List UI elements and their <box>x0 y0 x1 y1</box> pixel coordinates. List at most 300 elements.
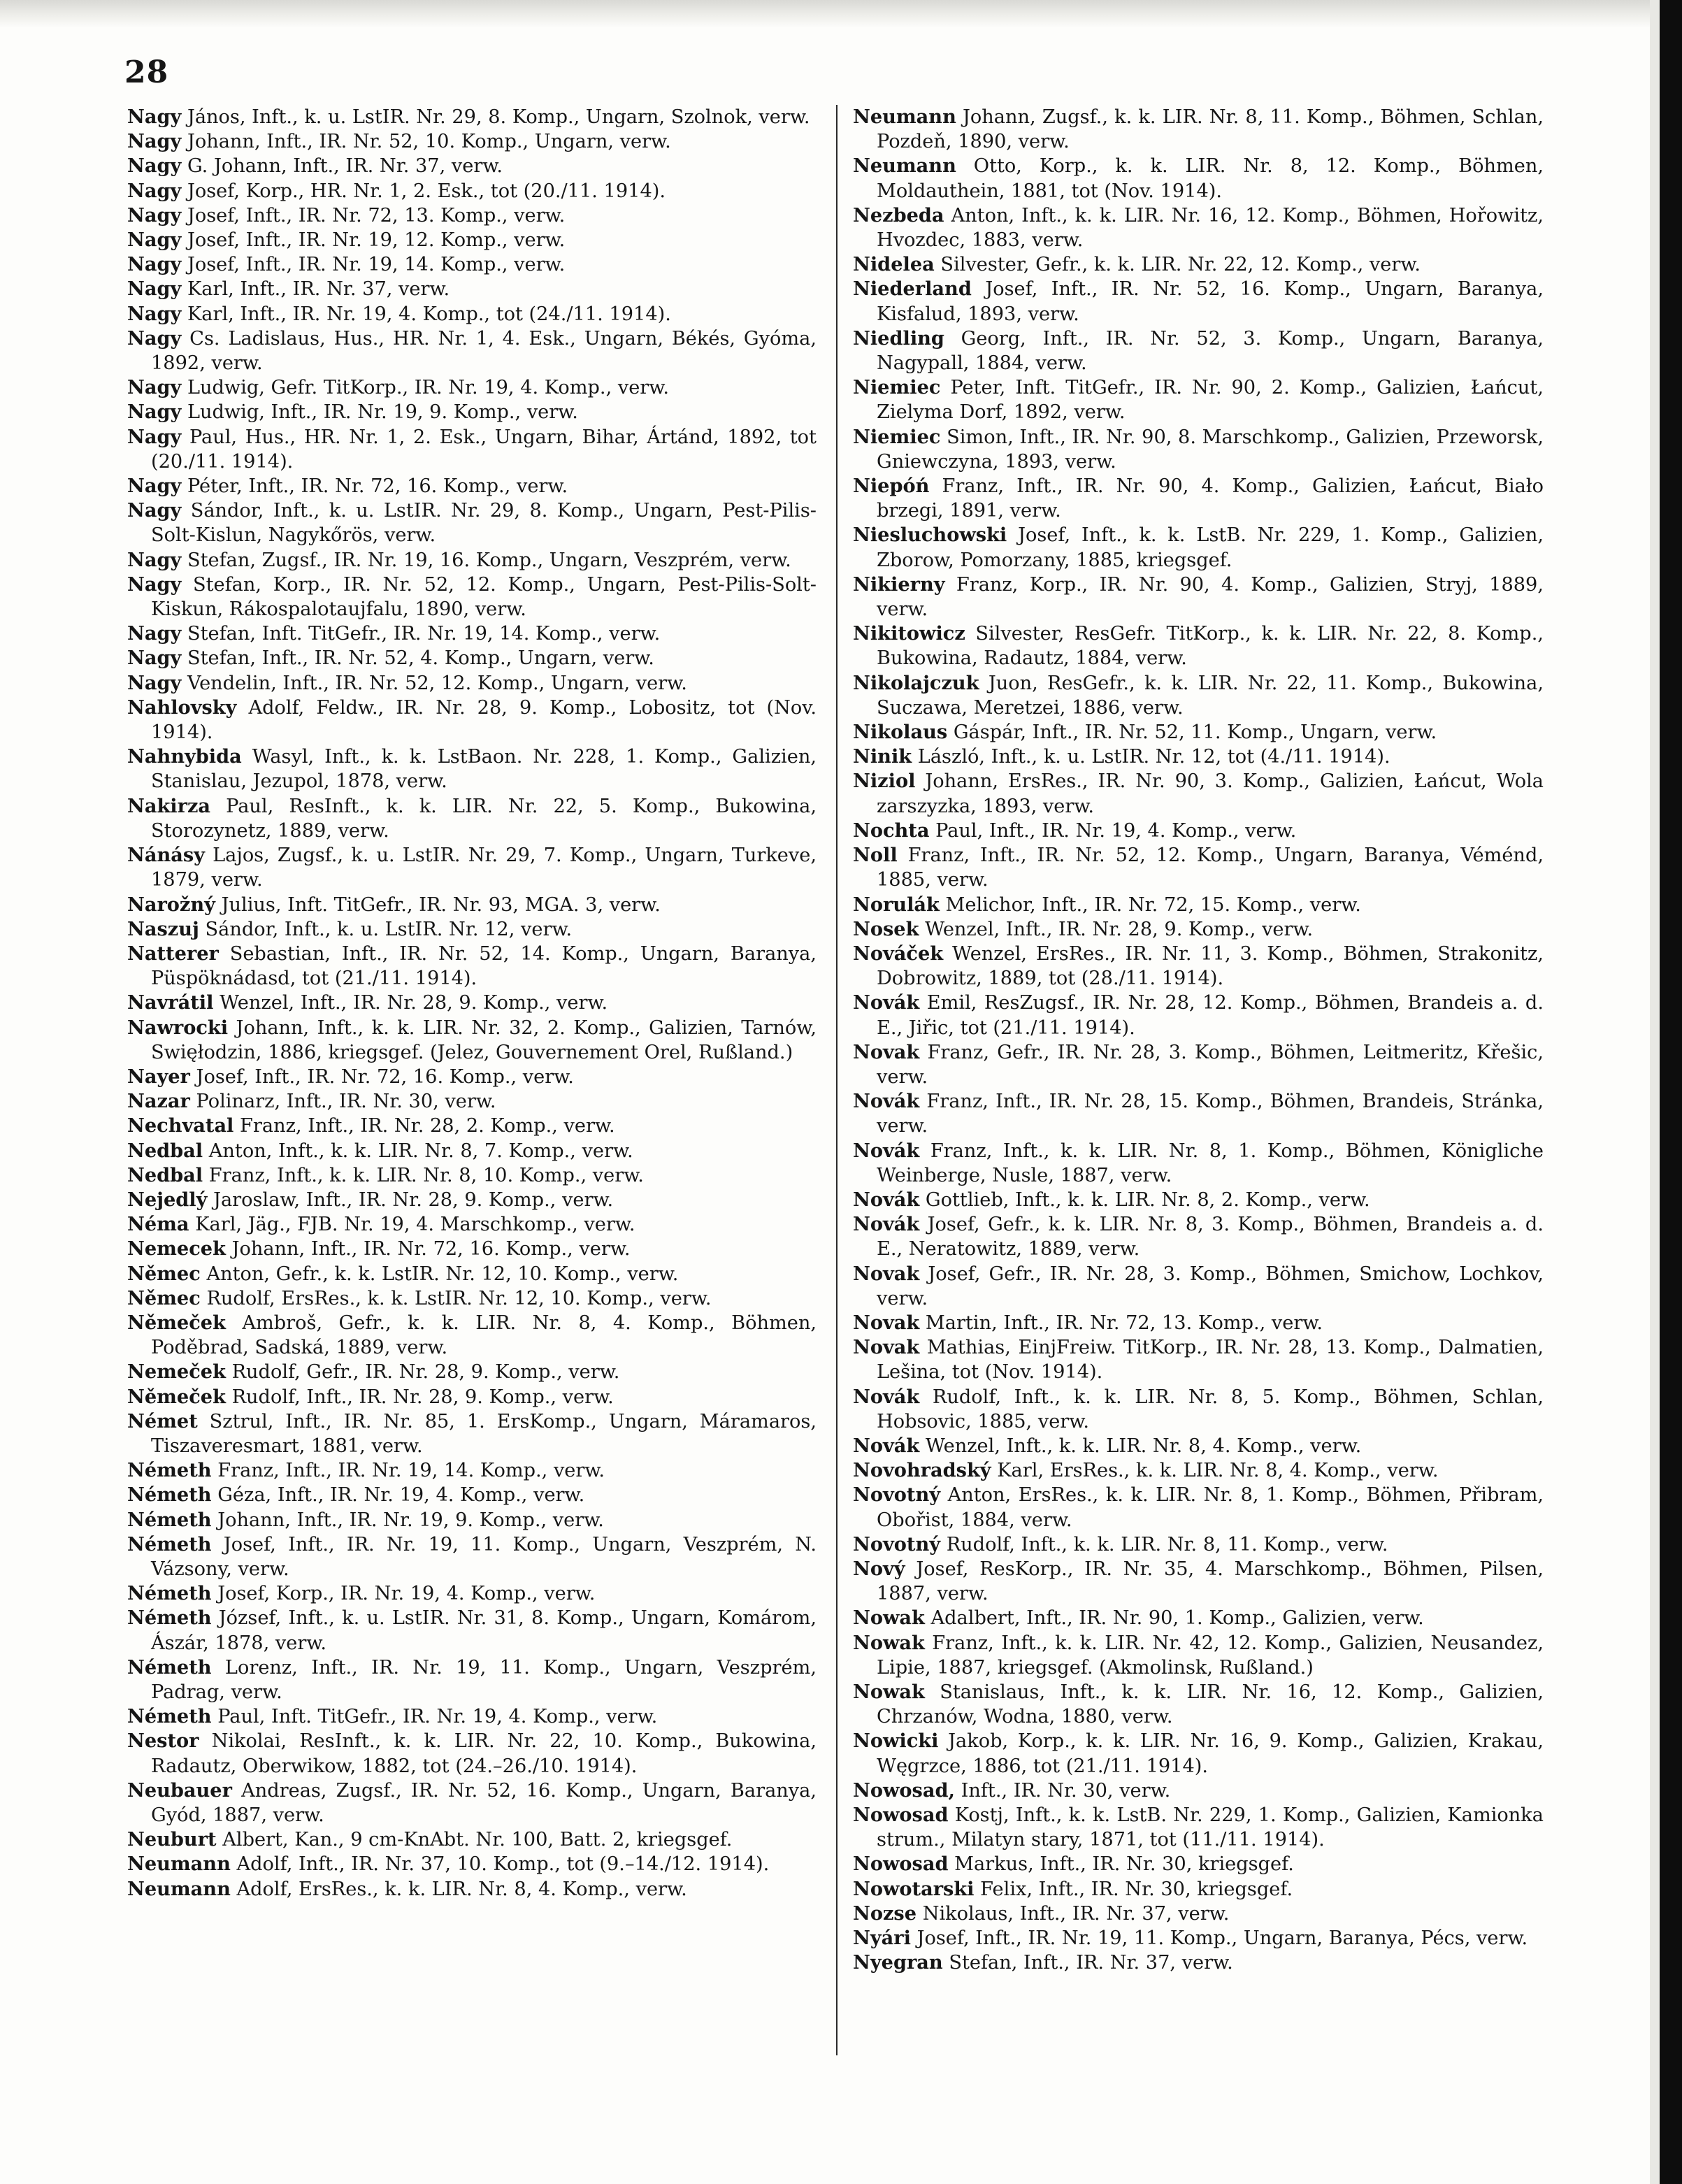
entry-surname: Nagy <box>127 155 182 178</box>
entry-surname: Neuburt <box>127 1828 217 1851</box>
entry-details: Josef, Inft., IR. Nr. 52, 16. Komp., Ungarn, Baranya, Kisfalud, 1893, verw. <box>877 278 1544 325</box>
entry-details: Karl, Inft., IR. Nr. 37, verw. <box>187 278 450 301</box>
entry-details: Johann, Inft., k. k. LIR. Nr. 32, 2. Komp., Galizien, Tarnów, Swięłodzin, 1886, kriegsgef. (Jelez, Gouvernement Orel, Rußland.) <box>151 1016 817 1063</box>
entry-details: Karl, ErsRes., k. k. LIR. Nr. 8, 4. Komp., verw. <box>997 1460 1439 1482</box>
list-entry <box>127 573 817 622</box>
entry-surname: Novák <box>853 1188 920 1211</box>
entry-details: Josef, Inft., IR. Nr. 19, 11. Komp., Ungarn, Veszprém, N. Vázsony, verw. <box>151 1533 817 1580</box>
entry-surname: Német <box>127 1409 198 1432</box>
entry-surname: Novak <box>853 1040 920 1063</box>
entry-details: Nikolai, ResInft., k. k. LIR. Nr. 22, 10. Komp., Bukowina, Radautz, Oberwikow, 1882, tot (24.–26./10. 1914). <box>151 1730 817 1777</box>
list-entry <box>853 1803 1544 1852</box>
list-entry <box>127 1385 817 1409</box>
entry-details: Andreas, Zugsf., IR. Nr. 52, 16. Komp., Ungarn, Baranya, Gyód, 1887, verw. <box>151 1779 817 1827</box>
entry-surname: Nowotarski <box>853 1877 975 1900</box>
entry-details: Adolf, Inft., IR. Nr. 37, 10. Komp., tot (9.–14./12. 1914). <box>236 1853 770 1876</box>
entry-details: Josef, Inft., IR. Nr. 72, 13. Komp., verw. <box>187 204 566 227</box>
scan-top-shadow <box>0 0 1682 28</box>
scan-right-edge <box>1660 0 1682 2184</box>
entry-surname: Nyegran <box>853 1951 943 1974</box>
list-entry <box>127 400 817 424</box>
entry-surname: Němeček <box>127 1385 226 1408</box>
list-entry <box>853 1631 1544 1680</box>
entry-details: Wenzel, Inft., IR. Nr. 28, 9. Komp., verw. <box>925 918 1314 940</box>
list-entry <box>853 154 1544 203</box>
entry-surname: Nedbal <box>127 1139 203 1162</box>
entry-surname: Németh <box>127 1508 212 1531</box>
entry-surname: Németh <box>127 1607 212 1630</box>
entry-details: Jaroslaw, Inft., IR. Nr. 28, 9. Komp., verw. <box>213 1188 614 1211</box>
list-entry <box>127 1188 817 1212</box>
entry-details: Karl, Jäg., FJB. Nr. 19, 4. Marschkomp., verw. <box>195 1214 635 1236</box>
list-entry <box>127 302 817 326</box>
entry-details: Josef, Korp., IR. Nr. 19, 4. Komp., verw. <box>217 1583 596 1605</box>
list-entry <box>127 1606 817 1655</box>
entry-details: Anton, Inft., k. k. LIR. Nr. 8, 7. Komp., verw. <box>208 1140 633 1162</box>
entry-details: Paul, Inft. TitGefr., IR. Nr. 19, 4. Komp., verw. <box>217 1706 658 1728</box>
entry-surname: Novak <box>853 1311 920 1334</box>
entry-surname: Németh <box>127 1459 212 1482</box>
entry-surname: Nagy <box>127 401 182 424</box>
list-entry <box>853 375 1544 424</box>
entry-surname: Nagy <box>127 302 182 325</box>
list-entry <box>853 622 1544 670</box>
entry-details: Lorenz, Inft., IR. Nr. 19, 11. Komp., Ungarn, Veszprém, Padrag, verw. <box>151 1656 817 1703</box>
list-entry <box>127 794 817 843</box>
list-entry <box>853 1729 1544 1778</box>
entry-surname: Nowak <box>853 1607 925 1630</box>
entry-surname: Neubauer <box>127 1779 232 1802</box>
entry-surname: Novák <box>853 1213 920 1236</box>
entry-details: Rudolf, Inft., IR. Nr. 28, 9. Komp., verw. <box>231 1386 614 1408</box>
list-entry <box>853 819 1544 843</box>
list-entry <box>127 203 817 228</box>
list-entry <box>127 228 817 252</box>
list-entry <box>127 1458 817 1483</box>
entry-details: Paul, ResInft., k. k. LIR. Nr. 22, 5. Komp., Bukowina, Storozynetz, 1889, verw. <box>151 795 817 842</box>
entry-surname: Nowak <box>853 1681 925 1703</box>
entry-details: Paul, Hus., HR. Nr. 1, 2. Esk., Ungarn, Bihar, Ártánd, 1892, tot (20./11. 1914). <box>151 426 817 473</box>
entry-details: Jakob, Korp., k. k. LIR. Nr. 16, 9. Komp., Galizien, Krakau, Węgrzce, 1886, tot (21./11. 1914). <box>877 1730 1544 1777</box>
entry-surname: Nagy <box>127 548 182 571</box>
entry-details: Stanislaus, Inft., k. k. LIR. Nr. 16, 12. Komp., Galizien, Chrzanów, Wodna, 1880, verw. <box>877 1681 1544 1728</box>
list-entry <box>853 326 1544 375</box>
list-entry <box>127 1827 817 1852</box>
list-entry <box>853 1557 1544 1606</box>
list-entry <box>127 745 817 793</box>
entry-details: Johann, ErsRes., IR. Nr. 90, 3. Komp., Galizien, Łańcut, Wola zarszyzka, 1893, verw. <box>877 770 1544 817</box>
entry-details: Lajos, Zugsf., k. u. LstIR. Nr. 29, 7. Komp., Ungarn, Turkeve, 1879, verw. <box>151 845 817 891</box>
list-entry <box>127 1581 817 1606</box>
entry-details: Inft., IR. Nr. 30, verw. <box>961 1779 1171 1802</box>
entry-surname: Nahnybida <box>127 745 242 768</box>
entry-surname: Nozse <box>853 1902 917 1925</box>
entry-surname: Nikolajczuk <box>853 671 979 694</box>
list-entry <box>127 1532 817 1581</box>
entry-details: Adalbert, Inft., IR. Nr. 90, 1. Komp., Galizien, verw. <box>930 1607 1424 1630</box>
entry-details: Adolf, ErsRes., k. k. LIR. Nr. 8, 4. Komp., verw. <box>236 1878 687 1900</box>
entry-details: Franz, Inft., IR. Nr. 19, 14. Komp., verw. <box>217 1460 605 1482</box>
entry-surname: Németh <box>127 1582 212 1605</box>
entry-surname: Niesluchowski <box>853 524 1007 547</box>
entry-details: Ludwig, Gefr. TitKorp., IR. Nr. 19, 4. Komp., verw. <box>187 377 669 399</box>
entry-details: Rudolf, Inft., k. k. LIR. Nr. 8, 5. Komp., Böhmen, Schlan, Hobsovic, 1885, verw. <box>877 1386 1544 1432</box>
entry-surname: Nagy <box>127 573 182 596</box>
entry-details: Anton, ErsRes., k. k. LIR. Nr. 8, 1. Komp., Böhmen, Přibram, Obořist, 1884, verw. <box>877 1484 1544 1531</box>
list-entry <box>127 1655 817 1704</box>
list-entry <box>127 474 817 498</box>
entry-details: József, Inft., k. u. LstIR. Nr. 31, 8. Komp., Ungarn, Komárom, Ászár, 1878, verw. <box>151 1607 817 1654</box>
entry-surname: Natterer <box>127 942 219 965</box>
entry-details: Rudolf, Inft., k. k. LIR. Nr. 8, 11. Komp., verw. <box>946 1533 1388 1556</box>
entry-details: Sztrul, Inft., IR. Nr. 85, 1. ErsKomp., Ungarn, Máramaros, Tiszaveresmart, 1881, verw. <box>151 1410 817 1457</box>
list-entry <box>853 1262 1544 1311</box>
list-entry <box>127 375 817 400</box>
entry-details: Mathias, EinjFreiw. TitKorp., IR. Nr. 28, 13. Komp., Dalmatien, Lešina, tot (Nov. 1914). <box>877 1337 1544 1384</box>
list-entry <box>127 696 817 745</box>
entry-details: Emil, ResZugsf., IR. Nr. 28, 12. Komp., Böhmen, Brandeis a. d. E., Jiřic, tot (21./11. 1914). <box>877 992 1544 1039</box>
entry-details: Franz, Inft., IR. Nr. 28, 2. Komp., verw. <box>240 1115 615 1137</box>
entry-details: Otto, Korp., k. k. LIR. Nr. 8, 12. Komp., Böhmen, Moldauthein, 1881, tot (Nov. 1914). <box>877 155 1544 202</box>
entry-surname: Nedbal <box>127 1163 203 1186</box>
entry-surname: Narožný <box>127 893 215 916</box>
list-entry <box>127 326 817 375</box>
list-entry <box>853 1680 1544 1729</box>
entry-details: Albert, Kan., 9 cm-KnAbt. Nr. 100, Batt. 2, kriegsgef. <box>222 1829 733 1851</box>
entry-details: Johann, Zugsf., k. k. LIR. Nr. 8, 11. Komp., Böhmen, Schlan, Pozdeň, 1890, verw. <box>877 106 1544 153</box>
entry-surname: Nagy <box>127 229 182 252</box>
entry-details: Stefan, Inft., IR. Nr. 52, 4. Komp., Ungarn, verw. <box>187 647 654 670</box>
entry-details: Georg, Inft., IR. Nr. 52, 3. Komp., Ungarn, Baranya, Nagypall, 1884, verw. <box>877 327 1544 375</box>
list-entry <box>853 1950 1544 1975</box>
entry-surname: Nagy <box>127 326 182 350</box>
entry-surname: Nowosad <box>853 1853 949 1876</box>
entry-surname: Nemecek <box>127 1237 226 1260</box>
entry-details: Peter, Inft. TitGefr., IR. Nr. 90, 2. Komp., Galizien, Łańcut, Zielyma Dorf, 1892, verw. <box>877 377 1544 424</box>
column-divider <box>836 105 838 2055</box>
entry-details: Ambroš, Gefr., k. k. LIR. Nr. 8, 4. Komp., Böhmen, Poděbrad, Sadská, 1889, verw. <box>151 1312 817 1359</box>
entry-details: Adolf, Feldw., IR. Nr. 28, 9. Komp., Lobositz, tot (Nov. 1914). <box>151 696 817 744</box>
entry-surname: Novohradský <box>853 1459 991 1482</box>
entry-details: Stefan, Zugsf., IR. Nr. 19, 16. Komp., Ungarn, Veszprém, verw. <box>187 549 791 571</box>
entry-details: Rudolf, Gefr., IR. Nr. 28, 9. Komp., verw. <box>231 1361 620 1384</box>
list-entry <box>127 1704 817 1729</box>
entry-details: Josef, ResKorp., IR. Nr. 35, 4. Marschkomp., Böhmen, Pilsen, 1887, verw. <box>877 1558 1544 1605</box>
list-entry <box>127 646 817 670</box>
entry-surname: Novák <box>853 1385 920 1408</box>
list-entry <box>853 203 1544 252</box>
entry-details: Franz, Korp., IR. Nr. 90, 4. Komp., Galizien, Stryj, 1889, verw. <box>877 573 1544 621</box>
entry-details: Johann, Inft., IR. Nr. 52, 10. Komp., Ungarn, verw. <box>187 131 671 153</box>
list-entry <box>853 1902 1544 1926</box>
entry-surname: Novotný <box>853 1532 941 1556</box>
list-entry <box>853 105 1544 154</box>
list-entry <box>127 498 817 547</box>
list-entry <box>853 1877 1544 1902</box>
list-entry <box>127 1114 817 1138</box>
entry-surname: Nagy <box>127 622 182 645</box>
list-entry <box>853 1458 1544 1483</box>
list-entry <box>853 942 1544 991</box>
entry-surname: Nemeček <box>127 1360 226 1384</box>
entry-surname: Nosek <box>853 917 919 940</box>
list-entry <box>853 1852 1544 1876</box>
entry-details: Josef, Inft., IR. Nr. 19, 12. Komp., verw. <box>187 229 566 252</box>
entry-details: Anton, Inft., k. k. LIR. Nr. 16, 12. Komp., Böhmen, Hořowitz, Hvozdec, 1883, verw. <box>877 204 1544 252</box>
entry-details: Johann, Inft., IR. Nr. 19, 9. Komp., verw. <box>217 1509 604 1531</box>
entry-details: Paul, Inft., IR. Nr. 19, 4. Komp., verw. <box>935 819 1297 842</box>
entry-details: Johann, Inft., IR. Nr. 72, 16. Komp., verw. <box>231 1238 631 1260</box>
entry-details: Silvester, ResGefr. TitKorp., k. k. LIR. Nr. 22, 8. Komp., Bukowina, Radautz, 1884, verw. <box>877 623 1544 670</box>
list-entry <box>853 991 1544 1040</box>
entry-details: Péter, Inft., IR. Nr. 72, 16. Komp., verw. <box>187 475 568 498</box>
list-entry <box>127 1065 817 1089</box>
entry-details: Josef, Inft., IR. Nr. 19, 14. Komp., verw. <box>187 254 566 276</box>
list-entry <box>853 769 1544 818</box>
list-entry <box>127 622 817 646</box>
list-entry <box>127 1729 817 1778</box>
entry-surname: Neumann <box>127 1853 231 1876</box>
entry-surname: Nezbeda <box>853 203 944 227</box>
entry-details: Wenzel, Inft., IR. Nr. 28, 9. Komp., verw. <box>220 992 608 1014</box>
entry-surname: Nakirza <box>127 794 211 817</box>
list-entry <box>853 1188 1544 1212</box>
entry-details: Stefan, Inft., IR. Nr. 37, verw. <box>949 1952 1233 1974</box>
entry-surname: Nayer <box>127 1065 190 1088</box>
list-entry <box>127 843 817 892</box>
entry-surname: Néma <box>127 1213 189 1236</box>
entry-details: Felix, Inft., IR. Nr. 30, kriegsgef. <box>980 1878 1293 1900</box>
entry-details: Martin, Inft., IR. Nr. 72, 13. Komp., verw. <box>925 1312 1323 1334</box>
entry-details: Sebastian, Inft., IR. Nr. 52, 14. Komp., Ungarn, Baranya, Püspöknádasd, tot (21./11. 1914). <box>151 942 817 990</box>
entry-details: Vendelin, Inft., IR. Nr. 52, 12. Komp., Ungarn, verw. <box>187 672 687 694</box>
entry-surname: Naszuj <box>127 917 199 940</box>
entry-details: Nikolaus, Inft., IR. Nr. 37, verw. <box>922 1902 1230 1925</box>
entry-details: Franz, Inft., k. k. LIR. Nr. 8, 10. Komp., verw. <box>208 1164 644 1186</box>
entry-surname: Norulák <box>853 893 940 916</box>
entry-surname: Niemiec <box>853 425 941 448</box>
entry-details: Rudolf, ErsRes., k. k. LstIR. Nr. 12, 10. Komp., verw. <box>206 1287 712 1309</box>
entry-surname: Němeček <box>127 1311 226 1334</box>
entry-details: G. Johann, Inft., IR. Nr. 37, verw. <box>187 155 503 178</box>
list-entry <box>853 425 1544 474</box>
entry-details: Juon, ResGefr., k. k. LIR. Nr. 22, 11. Komp., Bukowina, Suczawa, Meretzei, 1886, verw. <box>877 672 1544 719</box>
entry-surname: Németh <box>127 1705 212 1728</box>
entry-details: Karl, Inft., IR. Nr. 19, 4. Komp., tot (24./11. 1914). <box>187 303 671 325</box>
list-entry <box>127 1016 817 1065</box>
entry-surname: Novák <box>853 1139 920 1162</box>
entry-details: Polinarz, Inft., IR. Nr. 30, verw. <box>196 1091 496 1113</box>
entry-surname: Nestor <box>127 1730 199 1753</box>
list-entry <box>853 1089 1544 1138</box>
entry-details: Silvester, Gefr., k. k. LIR. Nr. 22, 12. Komp., verw. <box>940 254 1421 276</box>
list-entry <box>127 252 817 277</box>
entry-surname: Nikolaus <box>853 721 948 744</box>
entry-details: Josef, Gefr., k. k. LIR. Nr. 8, 3. Komp., Böhmen, Brandeis a. d. E., Neratowitz, 1889, verw. <box>877 1214 1544 1260</box>
entry-surname: Novák <box>853 991 920 1014</box>
entry-surname: Novák <box>853 1090 920 1113</box>
entry-surname: Niederland <box>853 278 972 301</box>
entry-surname: Nagy <box>127 253 182 276</box>
entry-surname: Novák <box>853 1434 920 1457</box>
entry-surname: Németh <box>127 1655 212 1679</box>
list-entry <box>853 745 1544 769</box>
list-entry <box>853 843 1544 892</box>
entry-surname: Nowak <box>853 1631 925 1654</box>
entry-surname: Němec <box>127 1286 201 1309</box>
entry-details: Josef, Inft., IR. Nr. 19, 11. Komp., Ungarn, Baranya, Pécs, verw. <box>917 1927 1528 1950</box>
entry-surname: Nový <box>853 1557 905 1580</box>
list-entry <box>127 548 817 573</box>
list-entry <box>127 1508 817 1532</box>
entry-details: Wenzel, Inft., k. k. LIR. Nr. 8, 4. Komp., verw. <box>925 1435 1362 1457</box>
list-entry <box>853 720 1544 745</box>
entry-details: Franz, Gefr., IR. Nr. 28, 3. Komp., Böhmen, Leitmeritz, Křešic, verw. <box>877 1041 1544 1088</box>
list-entry <box>853 252 1544 277</box>
list-entry <box>853 1040 1544 1089</box>
list-entry <box>127 942 817 991</box>
entry-surname: Novotný <box>853 1483 941 1507</box>
list-entry <box>127 1360 817 1384</box>
list-entry <box>127 991 817 1015</box>
list-entry <box>853 1311 1544 1335</box>
list-entry <box>127 1852 817 1876</box>
list-entry <box>127 1089 817 1114</box>
entry-details: Géza, Inft., IR. Nr. 19, 4. Komp., verw. <box>217 1484 585 1507</box>
entry-details: János, Inft., k. u. LstIR. Nr. 29, 8. Komp., Ungarn, Szolnok, verw. <box>187 106 810 128</box>
list-entry <box>853 671 1544 720</box>
entry-surname: Niedling <box>853 326 944 350</box>
list-entry <box>853 277 1544 326</box>
list-entry <box>853 893 1544 917</box>
entry-details: Stefan, Korp., IR. Nr. 52, 12. Komp., Ungarn, Pest-Pilis-Solt-Kiskun, Rákospalotaujfalu, 1890, verw. <box>151 573 817 621</box>
entry-details: Kostj, Inft., k. k. LstB. Nr. 229, 1. Komp., Galizien, Kamionka strum., Milatyn stary, 1871, tot (11./11. 1914). <box>877 1804 1544 1851</box>
list-entry <box>127 917 817 942</box>
list-entry <box>127 1483 817 1507</box>
entry-surname: Nánásy <box>127 844 205 867</box>
entry-details: Josef, Inft., k. k. LstB. Nr. 229, 1. Komp., Galizien, Zborow, Pomorzany, 1885, kriegsgef. <box>877 524 1544 571</box>
entry-surname: Novak <box>853 1262 920 1285</box>
list-entry <box>853 1606 1544 1630</box>
page-number: 28 <box>124 55 169 90</box>
entry-details: Gáspár, Inft., IR. Nr. 52, 11. Komp., Ungarn, verw. <box>953 721 1437 744</box>
list-entry <box>127 1163 817 1188</box>
list-entry <box>853 523 1544 572</box>
list-entry <box>853 1139 1544 1188</box>
entry-surname: Nagy <box>127 376 182 399</box>
list-entry <box>853 1335 1544 1384</box>
list-entry <box>127 1212 817 1237</box>
entry-details: Sándor, Inft., k. u. LstIR. Nr. 12, verw. <box>205 918 573 940</box>
list-entry <box>127 105 817 129</box>
list-entry <box>127 1877 817 1902</box>
entry-surname: Nagy <box>127 130 182 153</box>
entry-details: Ludwig, Inft., IR. Nr. 19, 9. Komp., verw. <box>187 401 578 424</box>
entry-details: Markus, Inft., IR. Nr. 30, kriegsgef. <box>954 1853 1294 1876</box>
entry-details: Julius, Inft. TitGefr., IR. Nr. 93, MGA. 3, verw. <box>221 893 661 916</box>
entry-surname: Nagy <box>127 647 182 670</box>
entry-details: Sándor, Inft., k. u. LstIR. Nr. 29, 8. Komp., Ungarn, Pest-Pilis-Solt-Kislun, Nagykőrös, verw. <box>151 500 817 547</box>
list-entry <box>853 1532 1544 1557</box>
list-entry <box>127 1139 817 1163</box>
list-entry <box>127 179 817 203</box>
list-entry <box>127 425 817 474</box>
entry-details: Josef, Inft., IR. Nr. 72, 16. Komp., verw. <box>196 1065 574 1088</box>
entry-surname: Noll <box>853 844 898 867</box>
entry-details: László, Inft., k. u. LstIR. Nr. 12, tot (4./11. 1914). <box>917 746 1390 768</box>
entry-details: Josef, Gefr., IR. Nr. 28, 3. Komp., Böhmen, Smichow, Lochkov, verw. <box>877 1263 1544 1309</box>
entry-details: Simon, Inft., IR. Nr. 90, 8. Marschkomp., Galizien, Przeworsk, Gniewczyna, 1893, verw. <box>877 426 1544 473</box>
list-entry <box>127 1262 817 1286</box>
list-entry <box>127 1286 817 1311</box>
entry-surname: Němec <box>127 1262 201 1285</box>
entry-surname: Németh <box>127 1483 212 1507</box>
list-entry <box>853 573 1544 622</box>
entry-surname: Nováček <box>853 942 944 965</box>
entry-surname: Nagy <box>127 106 182 128</box>
list-entry <box>853 1212 1544 1261</box>
list-entry <box>853 1779 1544 1803</box>
list-entry <box>127 129 817 154</box>
entry-surname: Navrátil <box>127 991 214 1014</box>
list-entry <box>853 474 1544 523</box>
entry-surname: Nagy <box>127 203 182 227</box>
entry-surname: Niziol <box>853 770 916 793</box>
entry-surname: Nazar <box>127 1090 190 1113</box>
entry-surname: Nejedlý <box>127 1188 208 1211</box>
entry-surname: Németh <box>127 1532 212 1556</box>
entry-details: Gottlieb, Inft., k. k. LIR. Nr. 8, 2. Komp., verw. <box>925 1188 1370 1211</box>
entry-surname: Nechvatal <box>127 1114 234 1137</box>
entry-details: Franz, Inft., k. k. LIR. Nr. 8, 1. Komp., Böhmen, Königliche Weinberge, Nusle, 1887, verw. <box>877 1140 1544 1186</box>
entry-surname: Nowosad <box>853 1804 949 1827</box>
entry-surname: Nagy <box>127 278 182 301</box>
entry-surname: Neumann <box>127 1877 231 1900</box>
list-entry <box>853 1483 1544 1532</box>
left-column <box>127 105 817 1902</box>
entry-details: Stefan, Inft. TitGefr., IR. Nr. 19, 14. Komp., verw. <box>187 623 661 645</box>
entry-details: Wasyl, Inft., k. k. LstBaon. Nr. 228, 1. Komp., Galizien, Stanislau, Jezupol, 1878, verw. <box>151 746 817 793</box>
entry-surname: Nowicki <box>853 1730 939 1753</box>
entry-surname: Nagy <box>127 179 182 202</box>
entry-surname: Nidelea <box>853 253 935 276</box>
entry-surname: Novak <box>853 1336 920 1359</box>
entry-surname: Nikitowicz <box>853 622 965 645</box>
list-entry <box>127 277 817 301</box>
entry-details: Melichor, Inft., IR. Nr. 72, 15. Komp., verw. <box>945 893 1361 916</box>
entry-details: Anton, Gefr., k. k. LstIR. Nr. 12, 10. Komp., verw. <box>206 1263 679 1285</box>
scan-edge-gap <box>1650 0 1660 2184</box>
entry-details: Cs. Ladislaus, Hus., HR. Nr. 1, 4. Esk., Ungarn, Békés, Gyóma, 1892, verw. <box>151 327 817 375</box>
entry-surname: Nagy <box>127 499 182 522</box>
entry-surname: Nowosad, <box>853 1779 955 1802</box>
entry-surname: Niemiec <box>853 376 941 399</box>
list-entry <box>127 1409 817 1458</box>
entry-surname: Nochta <box>853 819 930 842</box>
entry-surname: Nagy <box>127 671 182 694</box>
entry-surname: Nahlovsky <box>127 696 237 719</box>
list-entry <box>853 917 1544 942</box>
entry-surname: Neumann <box>853 106 956 128</box>
entry-surname: Nyári <box>853 1927 911 1950</box>
right-column <box>853 105 1544 1975</box>
entry-surname: Nawrocki <box>127 1016 229 1039</box>
entry-surname: Neumann <box>853 155 956 178</box>
list-entry <box>853 1434 1544 1458</box>
entry-surname: Nagy <box>127 475 182 498</box>
entry-details: Franz, Inft., IR. Nr. 52, 12. Komp., Ungarn, Baranya, Véménd, 1885, verw. <box>877 845 1544 891</box>
list-entry <box>127 671 817 696</box>
